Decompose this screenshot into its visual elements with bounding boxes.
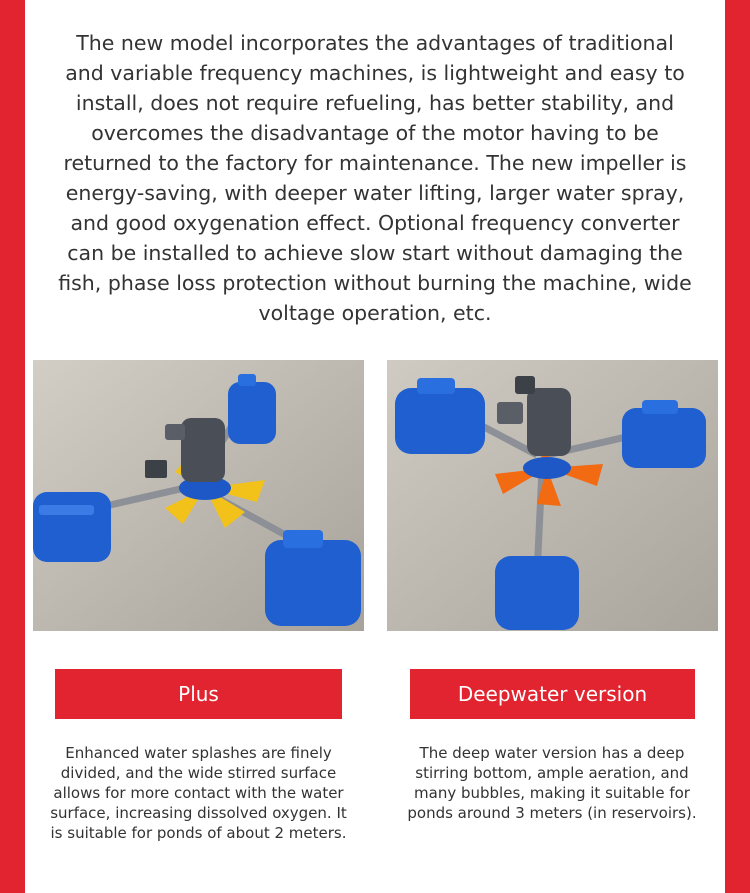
intro-paragraph: The new model incorporates the advantages of traditional and variable frequency machines, is lightweight and easy to install, does not require refueling, has better stability, and overcomes the disadvantage of the motor having to be returned to the factory for maintenance. The new impeller is energy-saving, with deeper water lifting, larger water spray, and good oxygenation effect. Optional frequency converter can be installed to achieve slow start without damaging the fish, phase loss protection without burning the machine, wide voltage operation, etc. [58,31,692,325]
plus-aerator-photo [33,360,364,631]
float-top [228,374,276,444]
content-panel [25,0,725,893]
deepwater-aerator-photo [387,360,718,631]
plus-label: Plus [55,669,342,719]
deepwater-version-label: Deepwater version [410,669,695,719]
plus-description: Enhanced water splashes are finely divided, and the wide stirred surface allows for more contact with the water surface, increasing dissolved oxygen. It is suitable for ponds of about 2 meters. [50,744,347,842]
deepwater-description: The deep water version has a deep stirring bottom, ample aeration, and many bubbles, making it suitable for ponds around 3 meters (in reservoirs). [407,744,697,822]
